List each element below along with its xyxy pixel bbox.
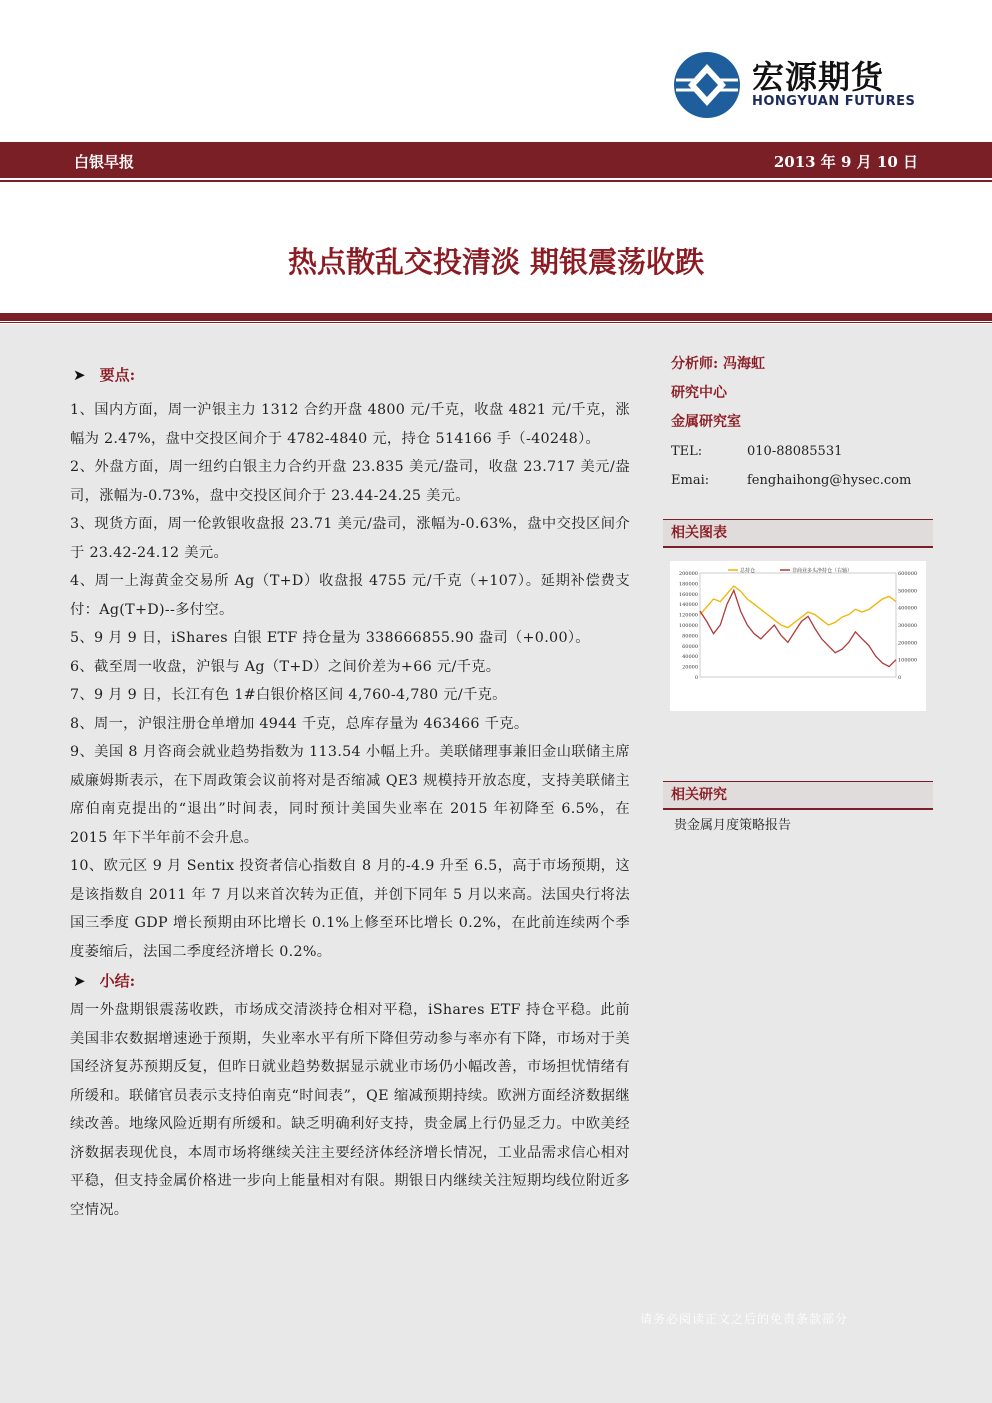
plot-area [700, 573, 896, 677]
key-point-paragraph: 1、国内方面，周一沪银主力 1312 合约开盘 4800 元/千克，收盘 4821 元/千克，涨幅为 2.47%，盘中交投区间介于 4782-4840 元，持仓 514166 手（-40248）。 [70, 402, 630, 447]
related-research-title: 相关研究 [671, 787, 727, 803]
phone-number: 010-88085531 [747, 444, 843, 459]
phone-label: TEL: [671, 444, 703, 459]
header-band-line [0, 180, 992, 182]
disclaimer-footer: 请务必阅读正文之后的免责条款部分 [640, 1312, 849, 1326]
related-charts-header [663, 519, 933, 548]
right-tick-label: 0 [898, 675, 902, 681]
left-tick-label: 40000 [682, 654, 698, 661]
key-point-paragraph: 8、周一，沪银注册仓单增加 4944 千克，总库存量为 463466 千克。 [70, 715, 529, 732]
right-tick-label: 600000 [898, 571, 918, 577]
left-tick-label: 60000 [682, 643, 698, 650]
main-column [70, 360, 630, 1224]
summary-paragraph: 周一外盘期银震荡收跌，市场成交清淡持仓相对平稳，iShares ETF 持仓平稳。此前美国非农数据增速逊于预期，失业率水平有所下降但劳动参与率亦有下降，市场对于美国经济复苏预期反复，但昨日就业趋势数据显示就业市场仍小幅改善，市场担忧情绪有所缓和。联储官员表示支持伯南克“时间表”，QE 缩减预期持续。欧洲方面经济数据继续改善。地缘风险近期有所缓和。缺乏明确利好支持，贵金属上行仍显乏力。中欧美经济数据表现优良，本周市场将继续关注主要经济体经济增长情况，工业品需求信心相对平稳，但支持金属价格进一步向上能量相对有限。期银日内继续关注短期均线位附近多空情况。 [70, 1002, 630, 1218]
key-point-paragraph: 5、9 月 9 日，iShares 白银 ETF 持仓量为 338666855.90 盎司（+0.00）。 [70, 630, 590, 646]
left-tick-label: 140000 [678, 602, 698, 609]
key-point-paragraph: 10、欧元区 9 月 Sentix 投资者信心指数自 8 月的-4.9 升至 6.5，高于市场预期，这是该指数自 2011 年 7 月以来首次转为正值，并创下同年 5 月以来高。法国央行将法国三季度 GDP 增长预期由环比增长 0.1%上修至环比增长 0.2%，在此前连续两个季度萎缩后，法国二季度经济增长 0.2%。 [70, 858, 630, 960]
sidebar [671, 350, 933, 495]
key-points-heading: ➤ 要点: [73, 366, 136, 384]
right-tick-label: 500000 [898, 588, 918, 595]
left-tick-label: 80000 [682, 633, 698, 640]
email-row [671, 466, 933, 495]
report-date: 2013 年 9 月 10 日 [773, 153, 918, 171]
key-point-paragraph: 3、现货方面，周一伦敦银收盘报 23.71 美元/盎司，涨幅为-0.63%，盘中交投区间介于 23.42-24.12 美元。 [70, 516, 630, 561]
analyst-name: 分析师: 冯海虹 [671, 356, 766, 372]
department-research-center: 研究中心 [671, 385, 727, 401]
title-divider [0, 313, 992, 321]
arrow-bullet-icon: ➤ [73, 366, 86, 384]
brand-name-cn: 宏源期货 [752, 58, 885, 96]
key-point-paragraph: 9、美国 8 月咨商会就业趋势指数为 113.54 小幅上升。美联储理事兼旧金山联储主席威廉姆斯表示，在下周政策会议前将对是否缩减 QE3 规模持开放态度，支持美联储主席伯南克提出的“退出”时间表，同时预计美国失业率在 2015 年初降至 6.5%，在 2015 年下半年前不会升息。 [70, 744, 630, 846]
related-charts-title: 相关图表 [671, 525, 727, 541]
related-research-item[interactable]: 贵金属月度策略报告 [674, 818, 792, 833]
department-metals: 金属研究室 [671, 414, 741, 430]
email-address[interactable]: fenghaihong@hysec.com [747, 473, 912, 488]
key-point-paragraph: 7、9 月 9 日，长江有色 1#白银价格区间 4,760-4,780 元/千克。 [70, 687, 507, 703]
related-research-header [663, 781, 933, 810]
email-label: Emai: [671, 473, 710, 488]
right-tick-label: 400000 [898, 605, 918, 612]
left-tick-label: 120000 [678, 612, 698, 619]
key-point-paragraph: 4、周一上海黄金交易所 Ag（T+D）收盘报 4755 元/千克（+107）。延期补偿费支付：Ag(T+D)--多付空。 [70, 573, 630, 618]
key-point-paragraph: 6、截至周一收盘，沪银与 Ag（T+D）之间价差为+66 元/千克。 [70, 658, 501, 675]
left-tick-label: 0 [694, 675, 698, 681]
report-title: 热点散乱交投清淡 期银震荡收跌 [287, 245, 705, 279]
left-tick-label: 100000 [678, 623, 698, 629]
key-point-paragraph: 2、外盘方面，周一纽约白银主力合约开盘 23.835 美元/盎司，收盘 23.717 美元/盎司，涨幅为-0.73%，盘中交投区间介于 23.44-24.25 美元。 [70, 459, 630, 504]
right-tick-label: 300000 [898, 623, 918, 629]
left-tick-label: 160000 [678, 591, 698, 598]
legend-label: 总持仓 [740, 568, 756, 574]
left-tick-label: 180000 [678, 581, 698, 588]
report-type: 白银早报 [74, 153, 135, 171]
title-divider-line [0, 322, 992, 323]
left-tick-label: 20000 [682, 664, 698, 671]
position-chart [670, 561, 926, 711]
left-tick-label: 200000 [678, 571, 698, 577]
phone-row [671, 437, 933, 466]
series-line [700, 586, 896, 628]
summary-heading: ➤ 小结: [73, 972, 136, 990]
brand-name-en: HONGYUAN FUTURES [752, 94, 916, 109]
right-tick-label: 200000 [898, 640, 918, 647]
series-line [700, 590, 896, 666]
legend-label: 非商业多头净持仓（右轴） [792, 568, 853, 574]
hongyuan-logo-icon [672, 50, 742, 120]
arrow-bullet-icon: ➤ [73, 972, 86, 990]
right-tick-label: 100000 [898, 657, 918, 664]
